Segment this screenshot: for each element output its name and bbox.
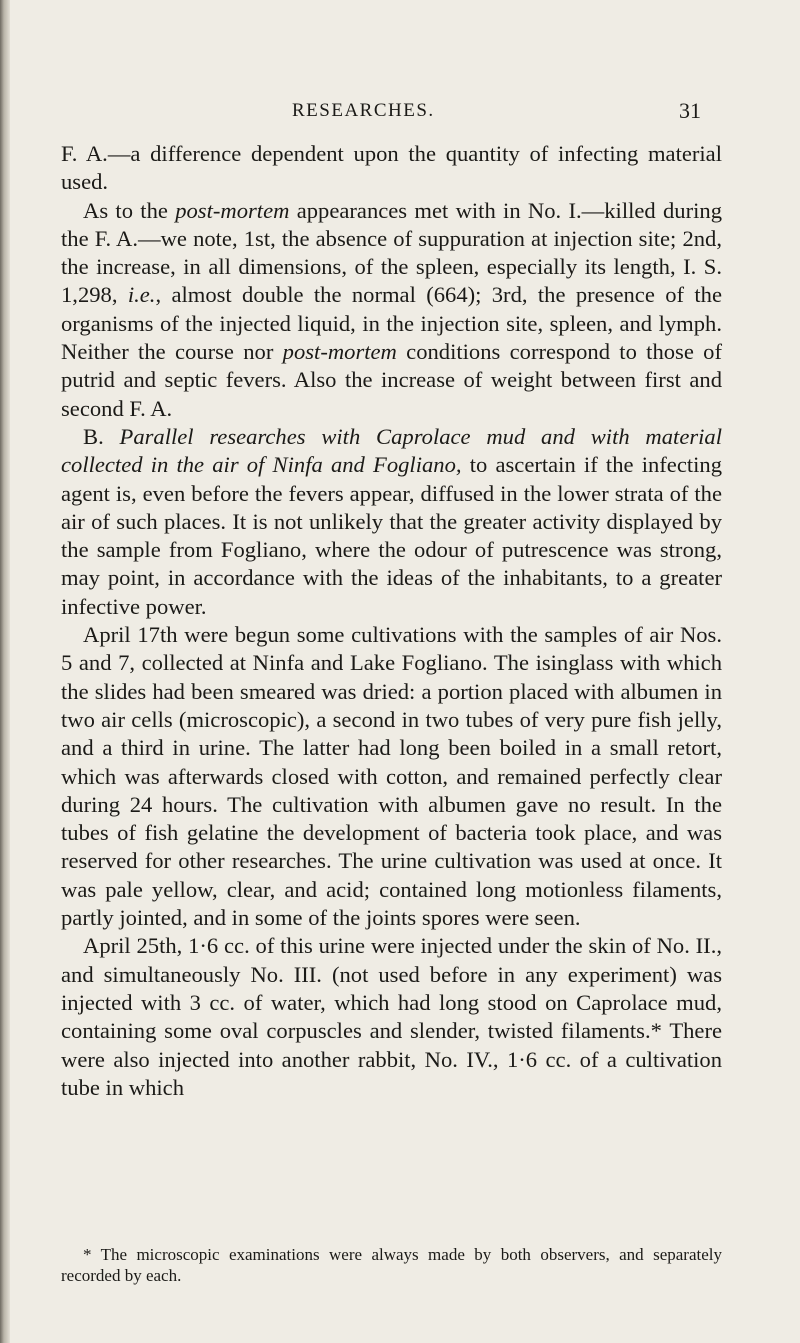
paragraph-4: April 17th were begun some cultivations with the samples of air Nos. 5 and 7, collected at Ninfa and Lake Fogliano. The isinglass with which the slides had been smeared was dried: a portion placed with albumen in two air cells (microscopic), a second in two tubes of very pure fish jelly, and a third in urine. The latter had long been boiled in a small retort, which was afterwards closed with cotton, and remained perfectly clear during 24 hours. The cultivation with albumen gave no result. In the tubes of fish gelatine the development of bacteria took place, and was reserved for other researches. The urine cultivation was used at once. It was pale yellow, clear, and acid; contained long motionless filaments, partly jointed, and in some of the joints spores were seen. xyxy=(61,622,722,931)
body-text xyxy=(61,140,722,1102)
p3-text-a: B. xyxy=(83,423,120,449)
p2-text-c: , almost double the normal (664); 3rd, the presence of the organisms of the injected liquid, in the injection site, spleen, and lymph. Neither the course nor xyxy=(61,282,722,365)
running-head: RESEARCHES. xyxy=(292,100,435,121)
paragraph-1: F. A.—a difference dependent upon the quantity of infecting material used. xyxy=(61,141,722,195)
paragraph-3 xyxy=(61,423,722,621)
page-number: 31 xyxy=(679,98,701,123)
p3-text-b: to ascertain if the infecting agent is, even before the fevers appear, diffused in the lower strata of the air of such places. It is not unlikely that the greater activity displayed by the sample from Fogliano, where the odour of putrescence was strong, may point, in accordance with the ideas of the inhabitants, to a greater infective power. xyxy=(61,452,722,619)
page-header xyxy=(0,100,800,140)
p2-italic-1: post-mortem xyxy=(175,197,290,223)
paragraph-2 xyxy=(61,197,722,423)
p3-italic-heading: Parallel researches with Caprolace mud and with material collected in the air of Ninfa and Fogliano, xyxy=(61,423,722,478)
p2-text-d: conditions correspond to those of putrid and septic fevers. Also the increase of weight between first and second F. A. xyxy=(61,339,722,421)
footnote xyxy=(61,1244,722,1286)
p2-italic-2: i.e. xyxy=(127,282,156,308)
page-edge-shadow xyxy=(0,0,10,1343)
p2-text-b: appearances met with in No. I.—killed during the F. A.—we note, 1st, the absence of suppuration at injection site; 2nd, the increase, in all dimensions, of the spleen, especially its length, I. S. 1,298, xyxy=(61,197,723,308)
paragraph-5: April 25th, 1·6 cc. of this urine were injected under the skin of No. II., and simultaneously No. III. (not used before in any experiment) was injected with 3 cc. of water, which had long stood on Caprolace mud, containing some oval corpuscles and slender, twisted filaments.* There were also injected into another rabbit, No. IV., 1·6 cc. of a cultivation tube in which xyxy=(61,933,722,1100)
footnote-text: * The microscopic examinations were always made by both observers, and separately recorded by each. xyxy=(61,1245,722,1285)
p2-text-a: As to the xyxy=(83,197,176,223)
p2-italic-3: post-mortem xyxy=(282,339,397,365)
